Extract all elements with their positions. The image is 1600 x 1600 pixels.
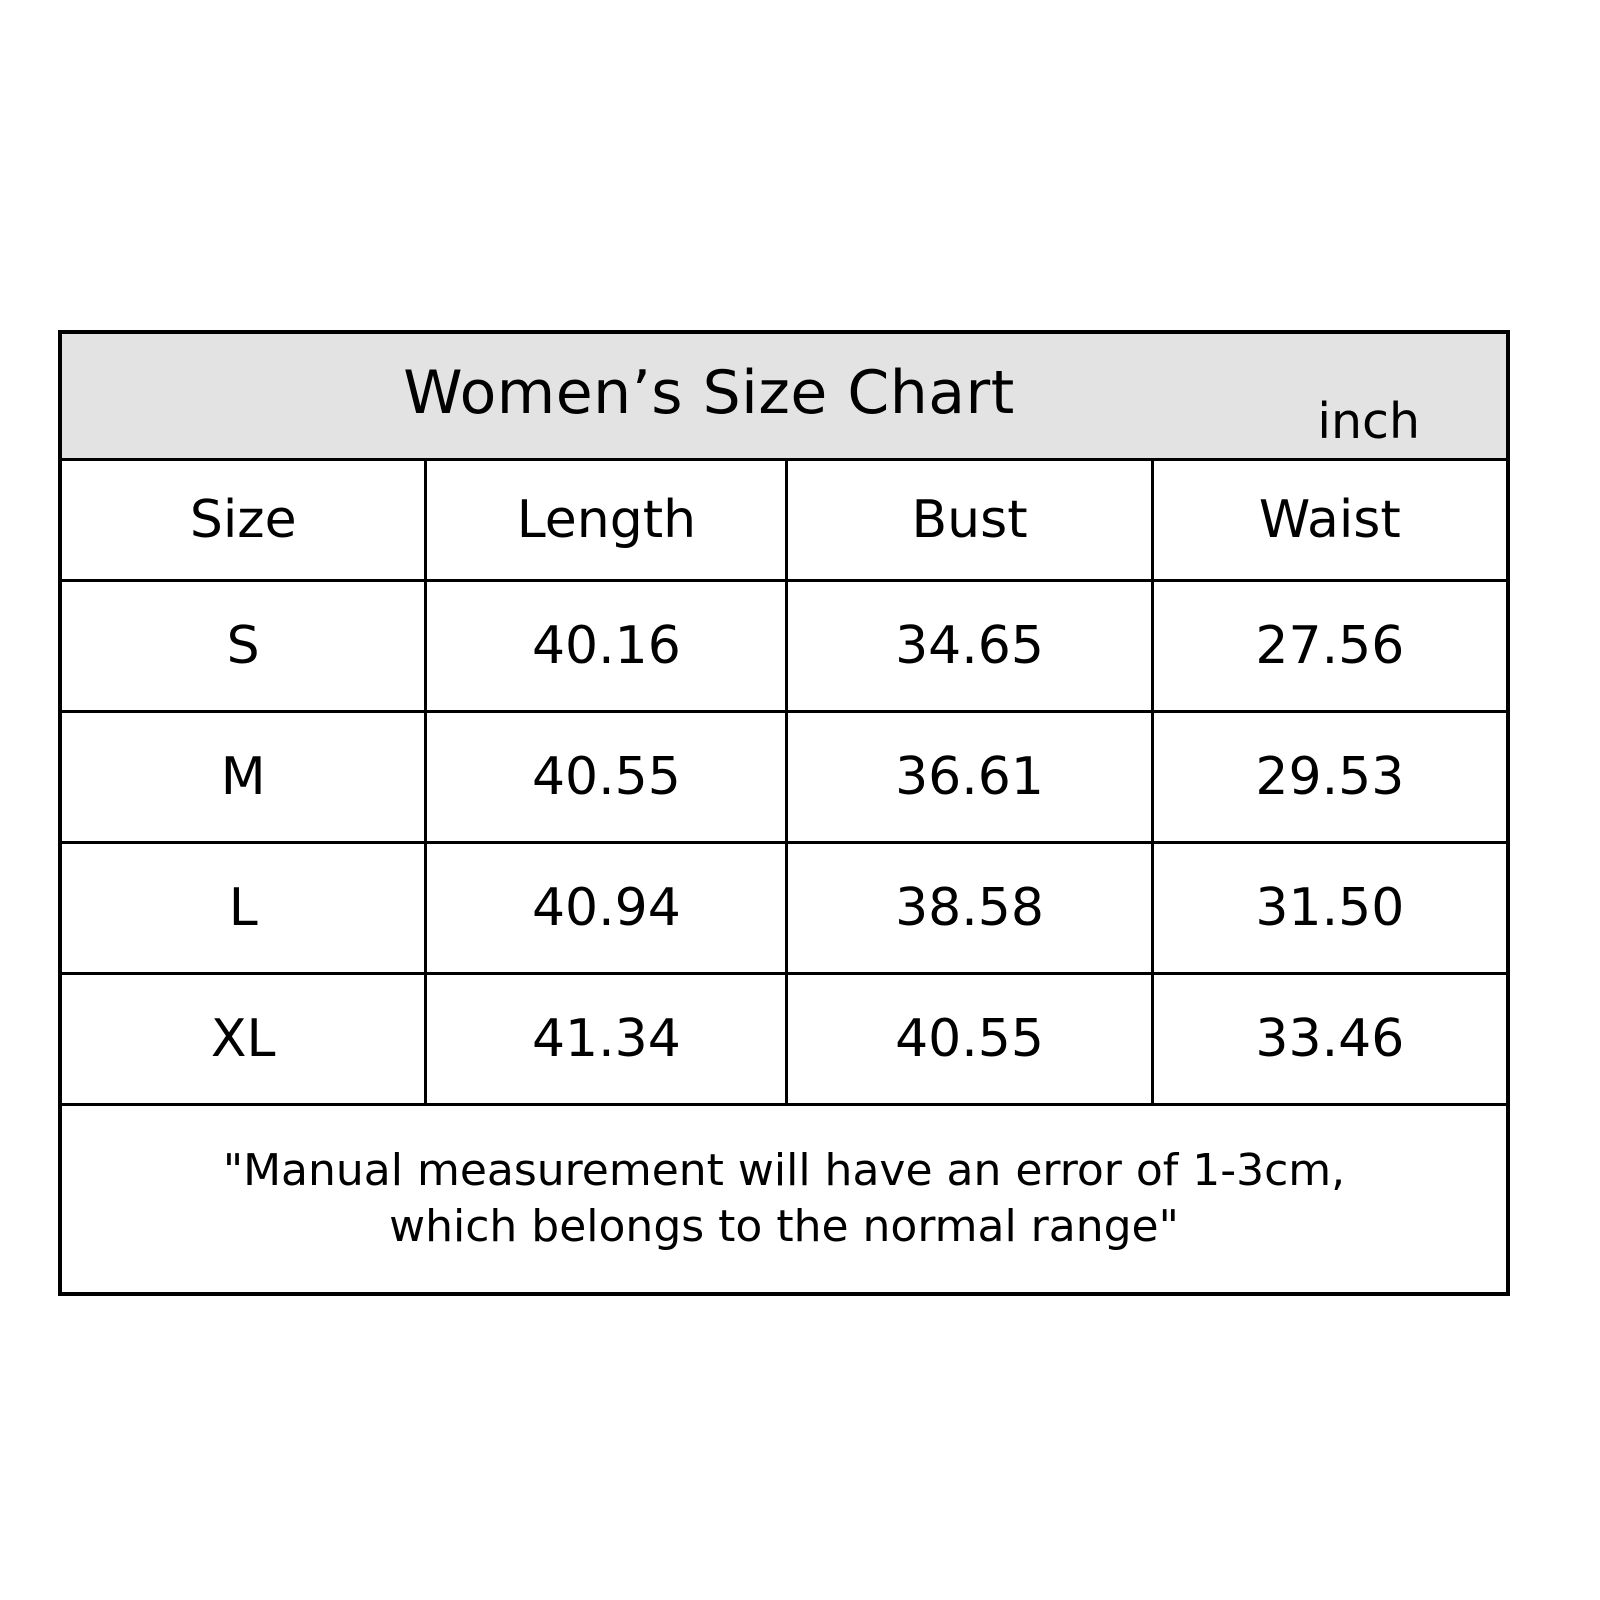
unit-label: inch [1317,393,1420,450]
cell-size: XL [62,974,426,1105]
cell-length: 40.55 [426,712,787,843]
cell-size: M [62,712,426,843]
note-line-2: which belongs to the normal range" [389,1201,1179,1252]
table [62,334,1506,1292]
cell-length: 40.16 [426,581,787,712]
cell-size: L [62,843,426,974]
table-title-row [62,334,1506,460]
cell-waist: 29.53 [1152,712,1506,843]
cell-bust: 34.65 [787,581,1152,712]
column-header-size: Size [62,460,426,581]
cell-waist: 31.50 [1152,843,1506,974]
cell-bust: 38.58 [787,843,1152,974]
cell-size: S [62,581,426,712]
note-line-1: "Manual measurement will have an error of 1-3cm, [222,1144,1346,1196]
cell-length: 41.34 [426,974,787,1105]
cell-bust: 36.61 [787,712,1152,843]
cell-bust: 40.55 [787,974,1152,1105]
title-cell [62,334,1506,460]
table-row [62,712,1506,843]
cell-length: 40.94 [426,843,787,974]
table-row [62,843,1506,974]
column-header-waist: Waist [1152,460,1506,581]
cell-waist: 33.46 [1152,974,1506,1105]
column-header-bust: Bust [787,460,1152,581]
size-chart-table [58,330,1510,1296]
table-row [62,974,1506,1105]
page-title: Women’s Size Chart [403,358,1015,429]
table-row [62,581,1506,712]
table-header-row [62,460,1506,581]
column-header-length: Length [426,460,787,581]
cell-waist: 27.56 [1152,581,1506,712]
measurement-note [62,1105,1506,1293]
table-note-row [62,1105,1506,1293]
